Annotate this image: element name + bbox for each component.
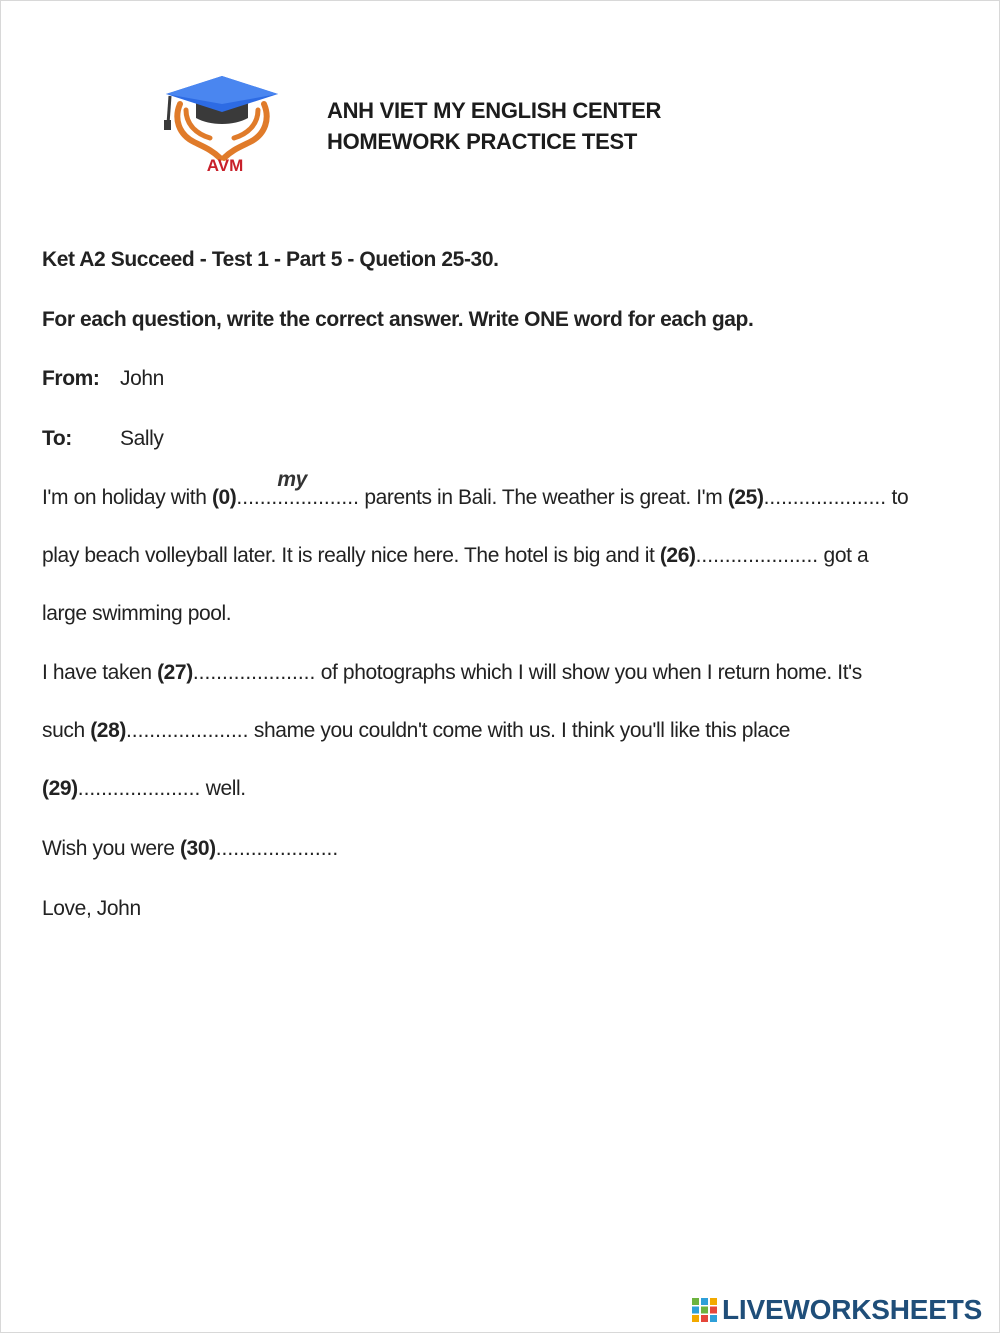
answer-blank-25[interactable]: .....................: [763, 486, 887, 509]
answer-blank-27[interactable]: .....................: [192, 661, 316, 684]
gap-label-26: (26): [659, 544, 696, 567]
from-label: From:: [42, 367, 100, 390]
liveworksheets-logo[interactable]: [692, 1293, 982, 1327]
svg-text:AVM: AVM: [206, 156, 244, 175]
instructions: For each question, write the correct answer. Write ONE word for each gap.: [42, 308, 754, 331]
answer-blank-28[interactable]: .....................: [125, 719, 249, 742]
liveworksheets-brand: LIVEWORKSHEETS: [722, 1294, 983, 1325]
gap-label-29: (29): [42, 777, 78, 800]
text-line-7: Wish you were (30).....................: [42, 837, 339, 860]
center-name: ANH VIET MY ENGLISH CENTER: [327, 98, 662, 123]
gap-0-example: ..................... my: [236, 468, 359, 509]
test-name: HOMEWORK PRACTICE TEST: [327, 129, 637, 154]
graduation-cap-hands-icon: [160, 72, 282, 176]
from-value: John: [120, 367, 164, 390]
text-line-5: such (28)..................... shame you couldn't come with us. I think you'll like this place: [42, 719, 791, 742]
text-line-1: I'm on holiday with (0)..................... my parents in Bali. The weather is great. I'm (25)..................... to: [42, 468, 909, 509]
gap-label-27: (27): [157, 661, 193, 684]
from-row: [42, 367, 164, 391]
sign-off: Love, John: [42, 897, 141, 920]
gap-label-28: (28): [90, 719, 126, 742]
gap-label-0: (0): [211, 486, 237, 509]
text-line-3: large swimming pool.: [42, 602, 232, 625]
text-line-4: I have taken (27)..................... of photographs which I will show you when I return home. It's: [42, 661, 862, 684]
text-line-6: (29)..................... well.: [42, 777, 246, 800]
gap-label-30: (30): [179, 837, 216, 860]
answer-blank-26[interactable]: .....................: [695, 544, 819, 567]
answer-blank-29[interactable]: .....................: [77, 777, 201, 800]
avm-logo: [160, 72, 282, 176]
to-value: Sally: [120, 427, 164, 450]
header-text: [327, 95, 661, 157]
worksheet-title: Ket A2 Succeed - Test 1 - Part 5 - Quetion 25-30.: [42, 248, 499, 271]
to-label: To:: [42, 427, 72, 450]
to-row: [42, 427, 164, 451]
example-answer: my: [277, 468, 307, 491]
answer-blank-30[interactable]: .....................: [215, 837, 339, 860]
text-line-2: play beach volleyball later. It is really nice here. The hotel is big and it (26)..................... got a: [42, 544, 869, 567]
gap-label-25: (25): [727, 486, 764, 509]
liveworksheets-grid-icon: [692, 1298, 718, 1322]
